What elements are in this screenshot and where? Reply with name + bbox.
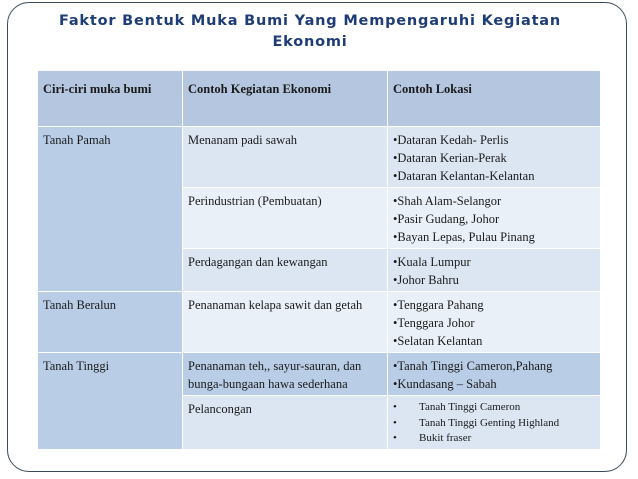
location-cell — [388, 249, 601, 292]
location-item: •Dataran Kelantan-Kelantan — [393, 169, 535, 183]
location-cell — [388, 127, 601, 188]
bullet-icon: • — [393, 401, 397, 413]
location-item: •Johor Bahru — [393, 273, 459, 287]
region-cell: Tanah Tinggi — [38, 353, 183, 450]
activity-cell: Perindustrian (Pembuatan) — [183, 188, 388, 249]
location-cell — [388, 353, 601, 396]
table-row — [38, 292, 601, 353]
list-item — [393, 431, 596, 447]
location-item: •Tenggara Johor — [393, 316, 475, 330]
activity-cell: Menanam padi sawah — [183, 127, 388, 188]
activity-cell: Penanaman kelapa sawit dan getah — [183, 292, 388, 353]
header-activity: Contoh Kegiatan Ekonomi — [183, 71, 388, 127]
location-item: •Tenggara Pahang — [393, 298, 484, 312]
location-item: •Pasir Gudang, Johor — [393, 212, 500, 226]
location-item: •Tanah Tinggi Cameron,Pahang — [393, 359, 553, 373]
region-cell: Tanah Beralun — [38, 292, 183, 353]
location-item: •Dataran Kedah- Perlis — [393, 133, 509, 147]
activity-cell: Penanaman teh,, sayur-sauran, dan bunga-bungaan hawa sederhana — [183, 353, 388, 396]
location-item: •Shah Alam-Selangor — [393, 194, 502, 208]
bullet-icon: • — [393, 432, 397, 444]
location-item: Bukit fraser — [419, 432, 472, 444]
region-cell: Tanah Pamah — [38, 127, 183, 292]
location-item: •Kuala Lumpur — [393, 255, 471, 269]
activity-cell: Pelancongan — [183, 396, 388, 450]
location-cell — [388, 396, 601, 450]
location-item: Tanah Tinggi Genting Highland — [419, 416, 560, 429]
table-header-row — [38, 71, 601, 127]
location-bullet-list — [393, 400, 596, 447]
table-row — [38, 127, 601, 188]
economic-activity-table — [37, 70, 600, 450]
header-landform: Ciri-ciri muka bumi — [38, 71, 183, 127]
location-item: •Dataran Kerian-Perak — [393, 151, 507, 165]
list-item — [393, 400, 596, 416]
header-location: Contoh Lokasi — [388, 71, 601, 127]
location-item: •Selatan Kelantan — [393, 334, 483, 348]
activity-cell: Perdagangan dan kewangan — [183, 249, 388, 292]
location-item: Tanah Tinggi Cameron — [419, 401, 521, 413]
location-item: •Bayan Lepas, Pulau Pinang — [393, 230, 535, 244]
location-cell — [388, 292, 601, 353]
bullet-icon: • — [393, 416, 397, 429]
list-item — [393, 416, 596, 432]
table-row — [38, 353, 601, 396]
location-item: •Kundasang – Sabah — [393, 377, 497, 391]
slide-title: Faktor Bentuk Muka Bumi Yang Mempengaruhi Kegiatan Ekonomi — [58, 13, 562, 50]
location-cell — [388, 188, 601, 249]
